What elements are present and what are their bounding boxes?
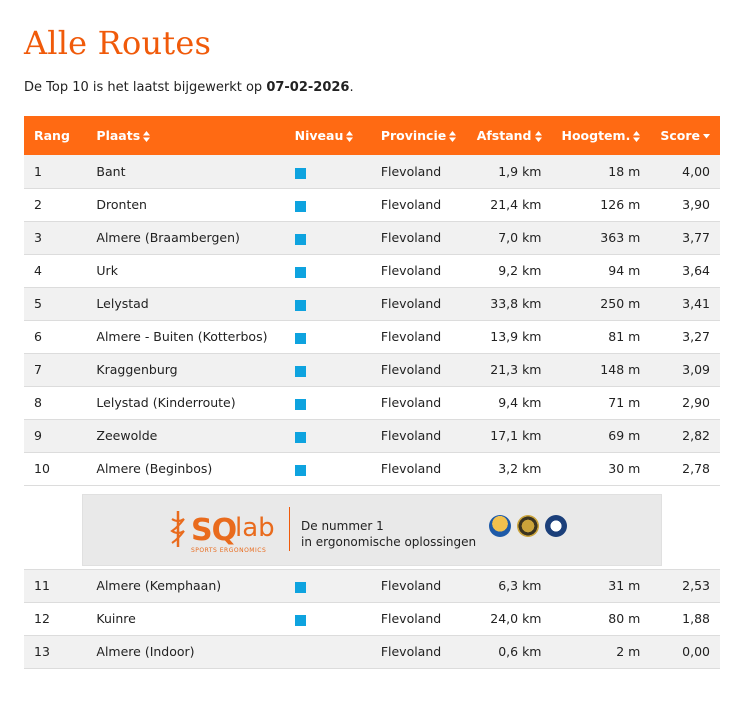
level-square-icon: [295, 267, 306, 278]
ad-cell: [24, 485, 720, 569]
score-cell: 3,09: [650, 353, 720, 386]
place-cell: Almere (Beginbos): [86, 452, 284, 485]
distance-cell: 24,0 km: [467, 602, 552, 635]
elevation-cell: 80 m: [552, 602, 651, 635]
update-notice-suffix: .: [349, 80, 354, 95]
level-cell: [285, 386, 371, 419]
update-notice-prefix: De Top 10 is het laatst bijgewerkt op: [24, 80, 267, 95]
rank-cell: 6: [24, 320, 86, 353]
table-body-bottom: [24, 569, 720, 668]
score-cell: 4,00: [650, 155, 720, 188]
level-square-icon: [295, 465, 306, 476]
brand-sq: SQ: [191, 513, 237, 548]
ad-tagline-1: De nummer 1: [301, 519, 384, 533]
province-cell: Flevoland: [371, 419, 467, 452]
table-row[interactable]: [24, 221, 720, 254]
place-cell: Kuinre: [86, 602, 284, 635]
level-cell: [285, 221, 371, 254]
level-cell: [285, 353, 371, 386]
place-cell: Bant: [86, 155, 284, 188]
table-row[interactable]: [24, 386, 720, 419]
column-provincie[interactable]: Provincie: [371, 116, 467, 155]
level-square-icon: [295, 234, 306, 245]
elevation-cell: 250 m: [552, 287, 651, 320]
table-row[interactable]: [24, 254, 720, 287]
sort-both-icon[interactable]: [346, 131, 353, 142]
rank-cell: 13: [24, 635, 86, 668]
rank-cell: 4: [24, 254, 86, 287]
rank-cell: 5: [24, 287, 86, 320]
score-cell: 2,90: [650, 386, 720, 419]
level-square-icon: [295, 168, 306, 179]
level-cell: [285, 254, 371, 287]
table-row[interactable]: [24, 287, 720, 320]
province-cell: Flevoland: [371, 287, 467, 320]
award-seal-icon: [517, 515, 539, 537]
place-cell: Zeewolde: [86, 419, 284, 452]
rank-cell: 1: [24, 155, 86, 188]
level-cell: [285, 188, 371, 221]
place-cell: Almere (Braambergen): [86, 221, 284, 254]
score-cell: 2,78: [650, 452, 720, 485]
place-cell: Urk: [86, 254, 284, 287]
ad-row: [24, 485, 720, 569]
caduceus-icon: [167, 509, 189, 549]
province-cell: Flevoland: [371, 386, 467, 419]
table-row[interactable]: [24, 602, 720, 635]
score-cell: 0,00: [650, 635, 720, 668]
rank-cell: 3: [24, 221, 86, 254]
province-cell: Flevoland: [371, 602, 467, 635]
score-cell: 3,27: [650, 320, 720, 353]
elevation-cell: 81 m: [552, 320, 651, 353]
elevation-cell: 18 m: [552, 155, 651, 188]
distance-cell: 1,9 km: [467, 155, 552, 188]
score-cell: 2,53: [650, 569, 720, 602]
distance-cell: 13,9 km: [467, 320, 552, 353]
table-row[interactable]: [24, 155, 720, 188]
place-cell: Kraggenburg: [86, 353, 284, 386]
table-body-top: [24, 155, 720, 485]
level-square-icon: [295, 615, 306, 626]
elevation-cell: 94 m: [552, 254, 651, 287]
brand-lab: lab: [235, 513, 275, 543]
province-cell: Flevoland: [371, 188, 467, 221]
sort-both-icon[interactable]: [535, 131, 542, 142]
elevation-cell: 148 m: [552, 353, 651, 386]
province-cell: Flevoland: [371, 221, 467, 254]
table-row[interactable]: [24, 635, 720, 668]
distance-cell: 21,4 km: [467, 188, 552, 221]
level-square-icon: [295, 300, 306, 311]
level-cell: [285, 320, 371, 353]
distance-cell: 6,3 km: [467, 569, 552, 602]
place-cell: Almere (Kemphaan): [86, 569, 284, 602]
elevation-cell: 71 m: [552, 386, 651, 419]
column-hoogtem[interactable]: Hoogtem.: [552, 116, 651, 155]
score-cell: 3,64: [650, 254, 720, 287]
elevation-cell: 69 m: [552, 419, 651, 452]
score-cell: 3,41: [650, 287, 720, 320]
level-square-icon: [295, 333, 306, 344]
ad-tagline-2: in ergonomische oplossingen: [301, 535, 477, 549]
sort-desc-icon[interactable]: [703, 134, 710, 139]
level-cell: [285, 569, 371, 602]
table-row[interactable]: [24, 569, 720, 602]
distance-cell: 9,2 km: [467, 254, 552, 287]
sqlab-banner[interactable]: [82, 494, 662, 566]
award-badge-icon: [489, 515, 511, 537]
score-cell: 3,90: [650, 188, 720, 221]
place-cell: Lelystad (Kinderroute): [86, 386, 284, 419]
column-plaats[interactable]: Plaats: [86, 116, 284, 155]
province-cell: Flevoland: [371, 155, 467, 188]
table-row[interactable]: [24, 452, 720, 485]
province-cell: Flevoland: [371, 452, 467, 485]
rank-cell: 12: [24, 602, 86, 635]
province-cell: Flevoland: [371, 635, 467, 668]
table-header: [24, 116, 720, 155]
place-cell: Dronten: [86, 188, 284, 221]
rank-cell: 7: [24, 353, 86, 386]
distance-cell: 0,6 km: [467, 635, 552, 668]
province-cell: Flevoland: [371, 320, 467, 353]
page-title: Alle Routes: [24, 24, 212, 62]
ad-divider: [289, 507, 290, 551]
level-square-icon: [295, 399, 306, 410]
distance-cell: 7,0 km: [467, 221, 552, 254]
update-date: 07-02-2026: [266, 80, 350, 95]
level-cell: [285, 287, 371, 320]
distance-cell: 9,4 km: [467, 386, 552, 419]
update-notice: [24, 80, 354, 95]
column-score[interactable]: Score: [650, 116, 720, 155]
rank-cell: 11: [24, 569, 86, 602]
award-emblem-icon: [545, 515, 567, 537]
elevation-cell: 2 m: [552, 635, 651, 668]
ad-section: [24, 485, 720, 569]
level-square-icon: [295, 366, 306, 377]
column-rang: Rang: [24, 116, 86, 155]
level-cell: [285, 155, 371, 188]
elevation-cell: 126 m: [552, 188, 651, 221]
brand-subtitle: SPORTS ERGONOMICS: [191, 547, 267, 554]
elevation-cell: 363 m: [552, 221, 651, 254]
column-niveau[interactable]: Niveau: [285, 116, 371, 155]
distance-cell: 33,8 km: [467, 287, 552, 320]
rank-cell: 8: [24, 386, 86, 419]
table-row[interactable]: [24, 320, 720, 353]
province-cell: Flevoland: [371, 254, 467, 287]
sort-both-icon[interactable]: [143, 131, 150, 142]
place-cell: Almere (Indoor): [86, 635, 284, 668]
level-square-icon: [295, 582, 306, 593]
column-afstand[interactable]: Afstand: [467, 116, 552, 155]
score-cell: 3,77: [650, 221, 720, 254]
level-cell: [285, 635, 371, 668]
sort-both-icon[interactable]: [449, 131, 456, 142]
level-cell: [285, 602, 371, 635]
table-row[interactable]: [24, 419, 720, 452]
level-square-icon: [295, 432, 306, 443]
place-cell: Almere - Buiten (Kotterbos): [86, 320, 284, 353]
province-cell: Flevoland: [371, 569, 467, 602]
ad-badges: [489, 515, 567, 537]
level-square-icon: [295, 201, 306, 212]
place-cell: Lelystad: [86, 287, 284, 320]
score-cell: 1,88: [650, 602, 720, 635]
level-cell: [285, 419, 371, 452]
distance-cell: 21,3 km: [467, 353, 552, 386]
table-row[interactable]: [24, 188, 720, 221]
elevation-cell: 30 m: [552, 452, 651, 485]
rank-cell: 10: [24, 452, 86, 485]
distance-cell: 17,1 km: [467, 419, 552, 452]
elevation-cell: 31 m: [552, 569, 651, 602]
score-cell: 2,82: [650, 419, 720, 452]
distance-cell: 3,2 km: [467, 452, 552, 485]
province-cell: Flevoland: [371, 353, 467, 386]
routes-table: [24, 116, 720, 669]
rank-cell: 2: [24, 188, 86, 221]
table-row[interactable]: [24, 353, 720, 386]
level-cell: [285, 452, 371, 485]
sort-both-icon[interactable]: [633, 131, 640, 142]
rank-cell: 9: [24, 419, 86, 452]
